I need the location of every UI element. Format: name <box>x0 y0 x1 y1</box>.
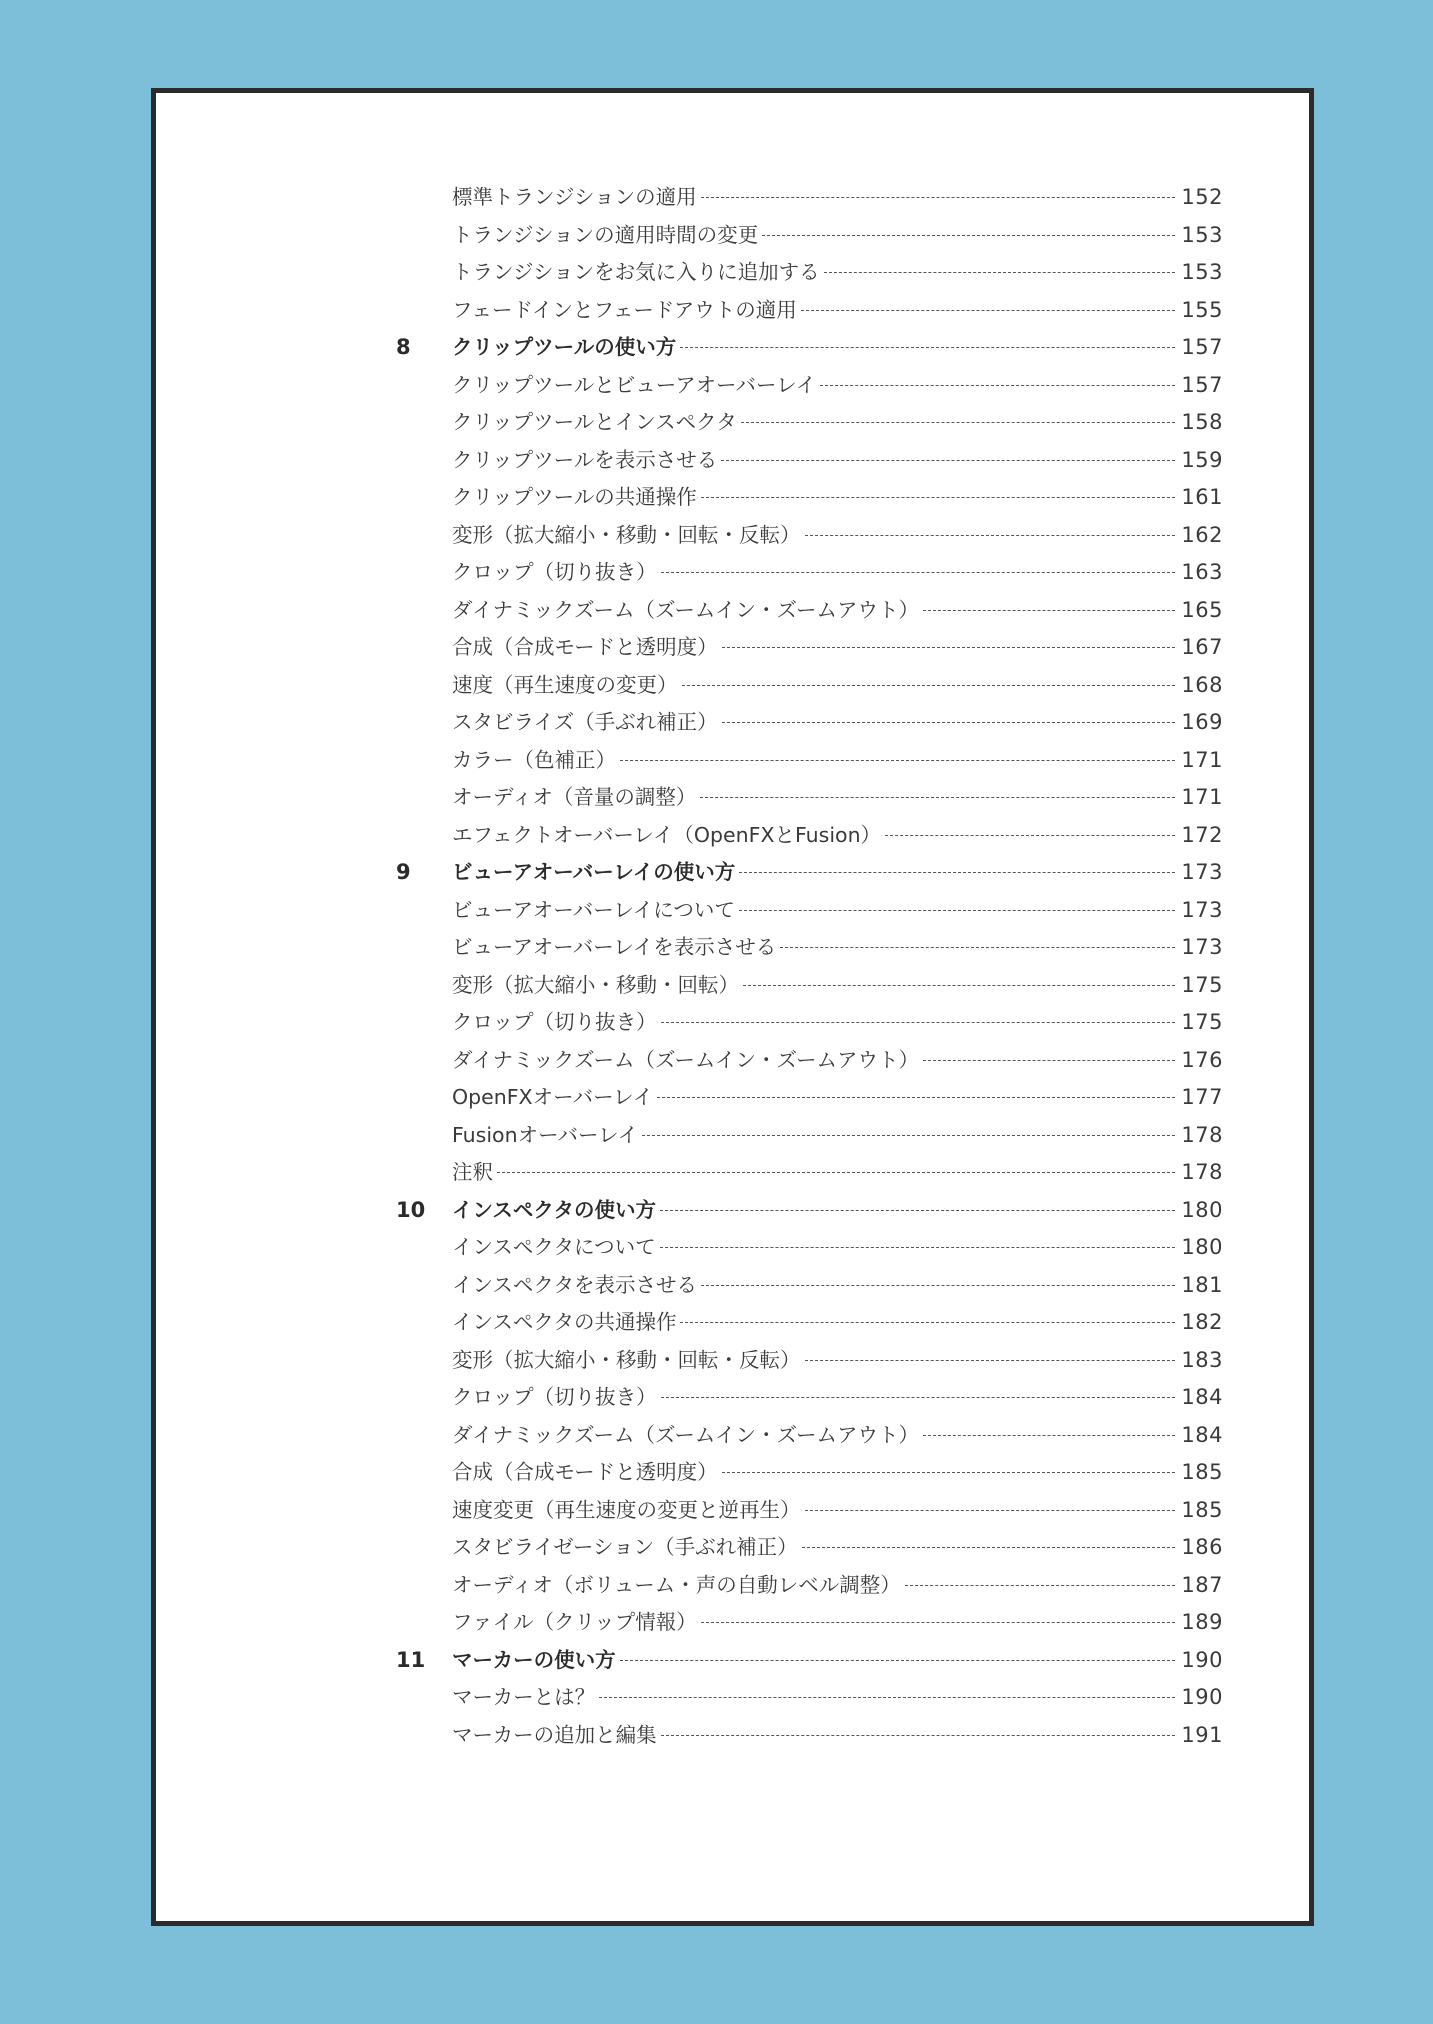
dotted-leader <box>660 1247 1176 1248</box>
dotted-leader <box>905 1585 1176 1586</box>
toc-chapter-row <box>156 1192 1309 1230</box>
dotted-leader <box>741 422 1176 423</box>
entry-title: クリップツールとビューアオーバーレイ <box>452 372 817 397</box>
toc-line <box>452 973 1223 997</box>
toc-line <box>452 335 1223 359</box>
page-number: 165 <box>1181 597 1223 622</box>
dotted-leader <box>661 572 1176 573</box>
chapter-title: マーカーの使い方 <box>452 1647 616 1672</box>
toc-entry-row <box>156 1117 1309 1155</box>
entry-title: カラー（色補正） <box>452 747 616 772</box>
entry-title: 合成（合成モードと透明度） <box>452 635 718 659</box>
toc-line <box>452 485 1223 509</box>
toc-entry-row <box>156 629 1309 667</box>
dotted-leader <box>620 1660 1176 1661</box>
toc-entry-row <box>156 1567 1309 1605</box>
toc-entry-row <box>156 1304 1309 1342</box>
toc-line <box>452 1385 1223 1409</box>
dotted-leader <box>599 1697 1175 1698</box>
toc-entry-row <box>156 892 1309 930</box>
page-number: 187 <box>1181 1572 1223 1597</box>
entry-title: スタビライズ（手ぶれ補正） <box>452 710 718 734</box>
toc-entry-row <box>156 517 1309 555</box>
page-number: 163 <box>1181 560 1223 584</box>
page-number: 152 <box>1181 185 1223 209</box>
toc-line <box>452 1235 1223 1259</box>
toc-line <box>452 1123 1223 1147</box>
entry-title: OpenFXオーバーレイ <box>452 1085 654 1109</box>
page-number: 162 <box>1181 522 1223 547</box>
toc-line <box>452 1160 1223 1184</box>
dotted-leader <box>802 1547 1176 1548</box>
toc-entry-row <box>156 1454 1309 1492</box>
dotted-leader <box>780 947 1175 948</box>
chapter-number: 10 <box>396 1197 426 1222</box>
entry-title: 変形（拡大縮小・移動・回転・反転） <box>452 1347 801 1372</box>
toc-line <box>452 598 1223 622</box>
entry-title: インスペクタについて <box>452 1235 656 1259</box>
chapter-title: クリップツールの使い方 <box>452 335 677 359</box>
toc-line <box>452 935 1223 959</box>
toc-entry-row <box>156 667 1309 705</box>
page-number: 182 <box>1181 1310 1223 1334</box>
page-number: 181 <box>1181 1272 1223 1297</box>
toc-chapter-row <box>156 1642 1309 1680</box>
page-number: 177 <box>1181 1085 1223 1109</box>
toc-line <box>452 1273 1223 1297</box>
toc-entry-row <box>156 254 1309 292</box>
page-number: 184 <box>1181 1385 1223 1409</box>
entry-title: クリップツールとインスペクタ <box>452 410 737 434</box>
toc-entry-row <box>156 179 1309 217</box>
page-number: 168 <box>1181 672 1223 697</box>
page-number: 190 <box>1181 1647 1223 1672</box>
toc-line <box>452 448 1223 472</box>
page-number: 175 <box>1181 1010 1223 1034</box>
entry-title: フェードインとフェードアウトの適用 <box>452 297 797 322</box>
toc-entry-row <box>156 817 1309 855</box>
toc-entry-row <box>156 1679 1309 1717</box>
toc-line <box>452 673 1223 697</box>
toc-line <box>452 1348 1223 1372</box>
toc-line <box>452 1498 1223 1522</box>
toc-line <box>452 710 1223 734</box>
dotted-leader <box>923 1060 1175 1061</box>
toc-entry-row <box>156 1604 1309 1642</box>
entry-title: クリップツールの共通操作 <box>452 485 697 509</box>
entry-title: スタビライゼーション（手ぶれ補正） <box>452 1535 798 1559</box>
toc-entry-row <box>156 554 1309 592</box>
page-number: 167 <box>1181 635 1223 659</box>
toc-entry-row <box>156 779 1309 817</box>
entry-title: クロップ（切り抜き） <box>452 1010 657 1034</box>
entry-title: Fusionオーバーレイ <box>452 1122 639 1147</box>
entry-title: トランジションをお気に入りに追加する <box>452 260 820 284</box>
toc-line <box>452 1685 1223 1709</box>
dotted-leader <box>885 835 1175 836</box>
toc-line <box>452 373 1223 397</box>
entry-title: インスペクタの共通操作 <box>452 1310 677 1334</box>
toc-line <box>452 1423 1223 1447</box>
entry-title: ダイナミックズーム（ズームイン・ズームアウト） <box>452 1422 919 1447</box>
dotted-leader <box>824 272 1176 273</box>
page-number: 171 <box>1181 747 1223 772</box>
entry-title: ファイル（クリップ情報） <box>452 1610 697 1634</box>
toc-entry-row <box>156 479 1309 517</box>
page-number: 153 <box>1181 260 1223 284</box>
entry-title: 合成（合成モードと透明度） <box>452 1460 718 1484</box>
toc-entry-row <box>156 1717 1309 1755</box>
page-number: 171 <box>1181 785 1223 809</box>
page-number: 172 <box>1181 822 1223 847</box>
dotted-leader <box>701 497 1176 498</box>
dotted-leader <box>721 460 1175 461</box>
entry-title: ダイナミックズーム（ズームイン・ズームアウト） <box>452 1047 919 1072</box>
page-number: 169 <box>1181 710 1223 734</box>
toc-line <box>452 410 1223 434</box>
toc-line <box>452 635 1223 659</box>
chapter-number: 8 <box>396 335 411 359</box>
toc-line <box>452 185 1223 209</box>
page-number: 161 <box>1181 485 1223 509</box>
page-number: 157 <box>1181 335 1223 359</box>
dotted-leader <box>805 535 1176 536</box>
dotted-leader <box>700 797 1175 798</box>
toc-entry-row <box>156 1492 1309 1530</box>
toc-line <box>452 1573 1223 1597</box>
toc-entry-row <box>156 1229 1309 1267</box>
entry-title: 標準トランジションの適用 <box>452 185 697 209</box>
toc-entry-row <box>156 1154 1309 1192</box>
toc-entry-row <box>156 1042 1309 1080</box>
table-of-contents <box>156 179 1309 1754</box>
toc-entry-row <box>156 404 1309 442</box>
toc-line <box>452 1010 1223 1034</box>
toc-line <box>452 1048 1223 1072</box>
dotted-leader <box>620 760 1175 761</box>
page-number: 157 <box>1181 372 1223 397</box>
dotted-leader <box>680 1322 1175 1323</box>
page-number: 189 <box>1181 1610 1223 1634</box>
toc-line <box>452 823 1223 847</box>
dotted-leader <box>660 1210 1175 1211</box>
entry-title: トランジションの適用時間の変更 <box>452 222 759 247</box>
dotted-leader <box>661 1022 1176 1023</box>
entry-title: クロップ（切り抜き） <box>452 1385 657 1409</box>
toc-entry-row <box>156 1004 1309 1042</box>
dotted-leader <box>805 1510 1176 1511</box>
chapter-title: ビューアオーバーレイの使い方 <box>452 860 736 884</box>
page-number: 159 <box>1181 447 1223 472</box>
entry-title: マーカーとは？ <box>452 1685 596 1709</box>
dotted-leader <box>701 1622 1176 1623</box>
page-number: 155 <box>1181 297 1223 322</box>
dotted-leader <box>923 610 1175 611</box>
toc-entry-row <box>156 1267 1309 1305</box>
chapter-number: 11 <box>396 1647 426 1672</box>
dotted-leader <box>722 722 1176 723</box>
dotted-leader <box>762 235 1175 236</box>
entry-title: ダイナミックズーム（ズームイン・ズームアウト） <box>452 597 919 622</box>
dotted-leader <box>722 647 1176 648</box>
entry-title: 注釈 <box>452 1160 493 1184</box>
toc-entry-row <box>156 442 1309 480</box>
toc-entry-row <box>156 217 1309 255</box>
dotted-leader <box>801 310 1176 311</box>
toc-entry-row <box>156 1379 1309 1417</box>
page-number: 176 <box>1181 1047 1223 1072</box>
toc-line <box>452 1723 1223 1747</box>
page-number: 191 <box>1181 1722 1223 1747</box>
dotted-leader <box>661 1397 1176 1398</box>
dotted-leader <box>497 1172 1175 1173</box>
entry-title: 変形（拡大縮小・移動・回転・反転） <box>452 522 801 547</box>
dotted-leader <box>722 1472 1176 1473</box>
toc-chapter-row <box>156 854 1309 892</box>
page-number: 185 <box>1181 1460 1223 1484</box>
dotted-leader <box>680 347 1175 348</box>
entry-title: エフェクトオーバーレイ（OpenFXとFusion） <box>452 822 882 847</box>
page-number: 153 <box>1181 222 1223 247</box>
toc-entry-row <box>156 742 1309 780</box>
toc-line <box>452 560 1223 584</box>
toc-line <box>452 785 1223 809</box>
entry-title: クリップツールを表示させる <box>452 447 718 472</box>
dotted-leader <box>657 1097 1175 1098</box>
dotted-leader <box>739 872 1175 873</box>
page-number: 158 <box>1181 410 1223 434</box>
page-number: 173 <box>1181 935 1223 959</box>
dotted-leader <box>642 1135 1175 1136</box>
toc-line <box>452 223 1223 247</box>
toc-line <box>452 898 1223 922</box>
toc-line <box>452 1085 1223 1109</box>
toc-entry-row <box>156 1342 1309 1380</box>
dotted-leader <box>661 1735 1176 1736</box>
page-number: 190 <box>1181 1685 1223 1709</box>
entry-title: インスペクタを表示させる <box>452 1272 697 1297</box>
entry-title: クロップ（切り抜き） <box>452 560 657 584</box>
toc-line <box>452 1460 1223 1484</box>
dotted-leader <box>805 1360 1176 1361</box>
page-number: 183 <box>1181 1347 1223 1372</box>
toc-entry-row <box>156 367 1309 405</box>
toc-line <box>452 1198 1223 1222</box>
toc-line <box>452 260 1223 284</box>
dotted-leader <box>701 197 1176 198</box>
entry-title: オーディオ（音量の調整） <box>452 785 697 809</box>
page-number: 185 <box>1181 1497 1223 1522</box>
toc-line <box>452 1535 1223 1559</box>
dotted-leader <box>743 985 1175 986</box>
toc-entry-row <box>156 967 1309 1005</box>
page-number: 184 <box>1181 1422 1223 1447</box>
toc-line <box>452 298 1223 322</box>
toc-line <box>452 860 1223 884</box>
page-number: 180 <box>1181 1197 1223 1222</box>
toc-entry-row <box>156 592 1309 630</box>
dotted-leader <box>739 910 1176 911</box>
dotted-leader <box>682 685 1176 686</box>
entry-title: 速度変更（再生速度の変更と逆再生） <box>452 1497 801 1522</box>
page-number: 175 <box>1181 972 1223 997</box>
page-number: 178 <box>1181 1160 1223 1184</box>
chapter-number: 9 <box>396 860 411 884</box>
toc-chapter-row <box>156 329 1309 367</box>
page-number: 173 <box>1181 860 1223 884</box>
entry-title: ビューアオーバーレイを表示させる <box>452 935 777 959</box>
chapter-title: インスペクタの使い方 <box>452 1197 656 1222</box>
page-number: 186 <box>1181 1535 1223 1559</box>
toc-entry-row <box>156 1529 1309 1567</box>
entry-title: 速度（再生速度の変更） <box>452 672 678 697</box>
toc-line <box>452 1610 1223 1634</box>
entry-title: ビューアオーバーレイについて <box>452 897 735 922</box>
page-number: 180 <box>1181 1235 1223 1259</box>
entry-title: マーカーの追加と編集 <box>452 1722 657 1747</box>
page-number: 173 <box>1181 897 1223 922</box>
toc-line <box>452 1310 1223 1334</box>
toc-line <box>452 1648 1223 1672</box>
page-number: 178 <box>1181 1122 1223 1147</box>
entry-title: オーディオ（ボリューム・声の自動レベル調整） <box>452 1572 901 1597</box>
toc-line <box>452 523 1223 547</box>
toc-entry-row <box>156 929 1309 967</box>
dotted-leader <box>820 385 1175 386</box>
toc-entry-row <box>156 292 1309 330</box>
toc-entry-row <box>156 1417 1309 1455</box>
toc-entry-row <box>156 704 1309 742</box>
toc-entry-row <box>156 1079 1309 1117</box>
toc-line <box>452 748 1223 772</box>
entry-title: 変形（拡大縮小・移動・回転） <box>452 972 739 997</box>
dotted-leader <box>701 1285 1175 1286</box>
dotted-leader <box>923 1435 1175 1436</box>
book-page <box>151 88 1314 1926</box>
